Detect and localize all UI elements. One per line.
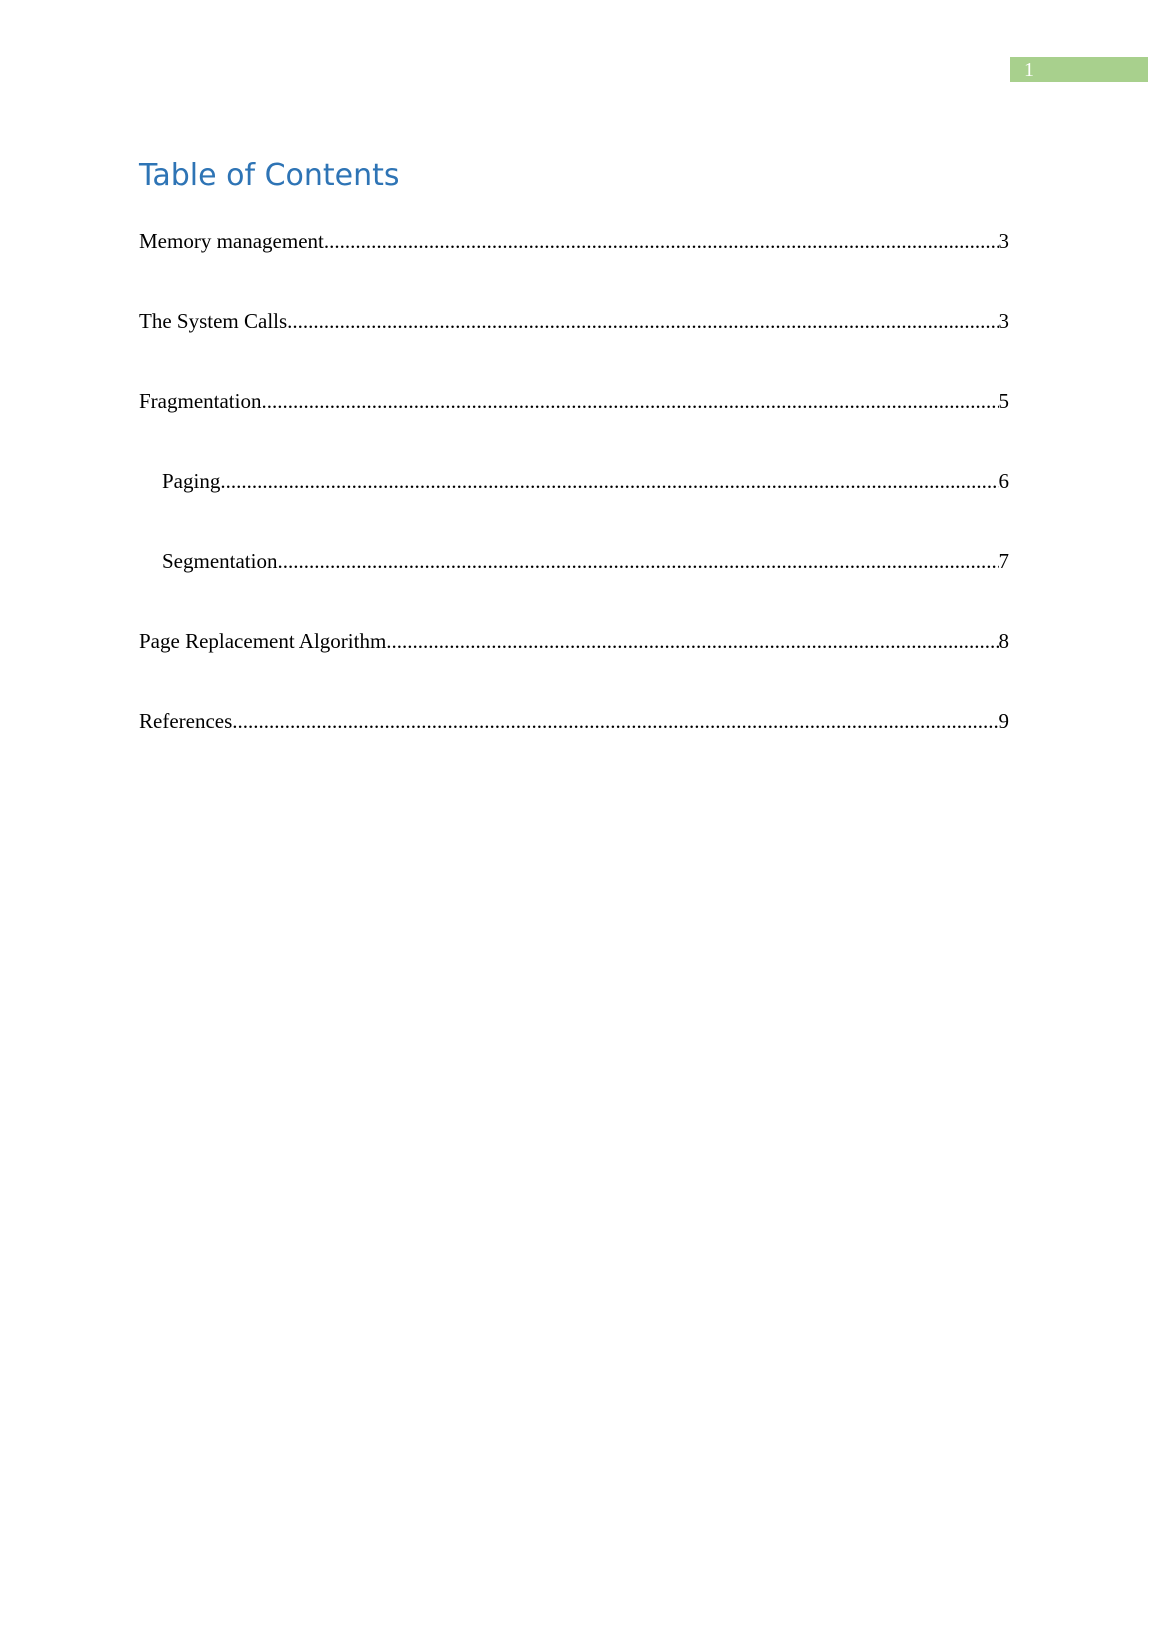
toc-entry-page: 9 bbox=[998, 709, 1009, 733]
toc-entry-label: Page Replacement Algorithm bbox=[139, 629, 387, 653]
toc-entry-page-replacement-algorithm[interactable] bbox=[139, 626, 1009, 706]
toc-entry-system-calls[interactable] bbox=[139, 306, 1009, 386]
toc-entry-paging[interactable] bbox=[139, 466, 1009, 546]
page-number: 1 bbox=[1024, 59, 1034, 81]
toc-dot-leader bbox=[287, 306, 998, 336]
toc-entry-label: The System Calls bbox=[139, 309, 288, 333]
toc-dot-leader bbox=[261, 386, 998, 416]
toc-entry-memory-management[interactable] bbox=[139, 226, 1009, 306]
toc-entry-references[interactable] bbox=[139, 706, 1009, 786]
toc-dot-leader bbox=[232, 706, 998, 736]
toc-entry-label: Memory management bbox=[139, 229, 324, 253]
toc-entry-label: References bbox=[139, 709, 233, 733]
toc-entry-fragmentation[interactable] bbox=[139, 386, 1009, 466]
toc-entry-page: 8 bbox=[998, 629, 1009, 653]
toc-entry-page: 3 bbox=[998, 309, 1009, 333]
toc-entry-page: 5 bbox=[998, 389, 1009, 413]
toc-dot-leader bbox=[277, 546, 998, 576]
toc-entry-segmentation[interactable] bbox=[139, 546, 1009, 626]
toc-entry-label: Fragmentation bbox=[139, 389, 262, 413]
toc-entry-page: 6 bbox=[998, 469, 1009, 493]
toc-list bbox=[139, 226, 1009, 786]
toc-entry-label: Segmentation bbox=[162, 549, 278, 573]
toc-title: Table of Contents bbox=[139, 158, 400, 193]
toc-entry-page: 3 bbox=[998, 229, 1009, 253]
toc-dot-leader bbox=[324, 226, 999, 256]
toc-entry-page: 7 bbox=[998, 549, 1009, 573]
toc-entry-label: Paging bbox=[162, 469, 221, 493]
page-number-badge bbox=[1010, 57, 1148, 82]
toc-dot-leader bbox=[220, 466, 998, 496]
toc-dot-leader bbox=[386, 626, 998, 656]
